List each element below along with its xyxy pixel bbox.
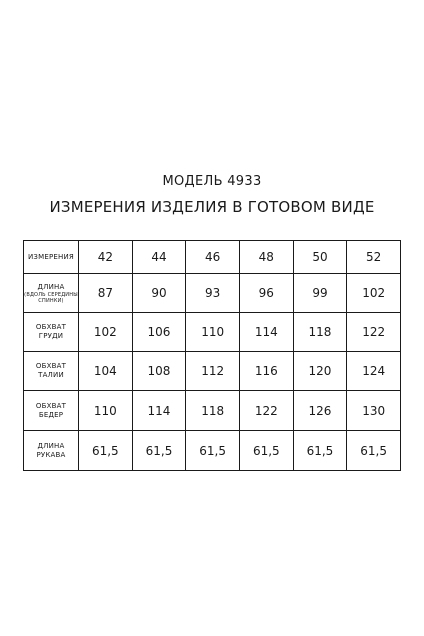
measurement-cell: 102 [347, 274, 401, 313]
size-header-cell: 52 [347, 240, 401, 274]
measurement-cell: 93 [186, 274, 240, 313]
measurement-cell: 90 [133, 274, 187, 313]
row-label-line: ГРУДИ [38, 332, 64, 340]
measurement-cell: 110 [79, 391, 133, 431]
measurement-cell: 122 [240, 391, 294, 431]
measurement-cell: 114 [133, 391, 187, 431]
size-header-cell: 50 [294, 240, 348, 274]
table-row [23, 352, 401, 391]
measurement-cell: 61,5 [347, 431, 401, 471]
row-label-cell [23, 431, 79, 471]
measurement-cell: 130 [347, 391, 401, 431]
row-label-line: ОБХВАТ [35, 323, 67, 331]
measurement-cell: 61,5 [133, 431, 187, 471]
row-label-note: СПИНКИ) [38, 297, 64, 304]
size-header-cell: 42 [79, 240, 133, 274]
row-label-line: ДЛИНА [37, 441, 65, 450]
size-header-cell: 48 [240, 240, 294, 274]
measurement-cell: 61,5 [186, 431, 240, 471]
header-label-cell [23, 240, 79, 274]
measurement-cell: 118 [186, 391, 240, 431]
row-label-line: ОБХВАТ [35, 362, 67, 370]
size-header-cell: 44 [133, 240, 187, 274]
row-label-line: РУКАВА [36, 450, 66, 459]
page-title: ИЗМЕРЕНИЯ ИЗДЕЛИЯ В ГОТОВОМ ВИДЕ [49, 198, 375, 216]
measurement-cell: 99 [294, 274, 348, 313]
model-number: МОДЕЛЬ 4933 [162, 174, 262, 189]
measurement-cell: 122 [347, 313, 401, 352]
row-label-cell [23, 352, 79, 391]
size-table [23, 240, 401, 471]
row-label-cell [23, 391, 79, 431]
measurement-cell: 104 [79, 352, 133, 391]
measurement-cell: 61,5 [294, 431, 348, 471]
table-row [23, 313, 401, 352]
measurement-cell: 118 [294, 313, 348, 352]
header-label: ИЗМЕРЕНИЯ [28, 252, 74, 261]
measurement-cell: 110 [186, 313, 240, 352]
measurement-cell: 96 [240, 274, 294, 313]
size-table-body [23, 240, 401, 471]
row-label-line: ТАЛИИ [38, 371, 64, 379]
measurement-cell: 61,5 [79, 431, 133, 471]
table-row-header [23, 240, 401, 274]
measurement-cell: 116 [240, 352, 294, 391]
measurement-cell: 61,5 [240, 431, 294, 471]
table-row [23, 274, 401, 313]
row-label-cell [23, 313, 79, 352]
row-label-line: ОБХВАТ [35, 401, 67, 410]
measurement-cell: 124 [347, 352, 401, 391]
measurement-cell: 108 [133, 352, 187, 391]
row-label-line: БЕДЕР [38, 410, 64, 419]
table-row [23, 431, 401, 471]
measurement-cell: 126 [294, 391, 348, 431]
measurement-cell: 112 [186, 352, 240, 391]
measurement-cell: 106 [133, 313, 187, 352]
size-header-cell: 46 [186, 240, 240, 274]
row-label-line: ДЛИНА [37, 282, 65, 291]
measurement-cell: 102 [79, 313, 133, 352]
row-label-note: (ВДОЛЬ СЕРЕДИНЫ [24, 291, 78, 298]
measurement-cell: 87 [79, 274, 133, 313]
row-label-cell [23, 274, 79, 313]
table-row [23, 391, 401, 431]
measurement-cell: 114 [240, 313, 294, 352]
measurement-cell: 120 [294, 352, 348, 391]
